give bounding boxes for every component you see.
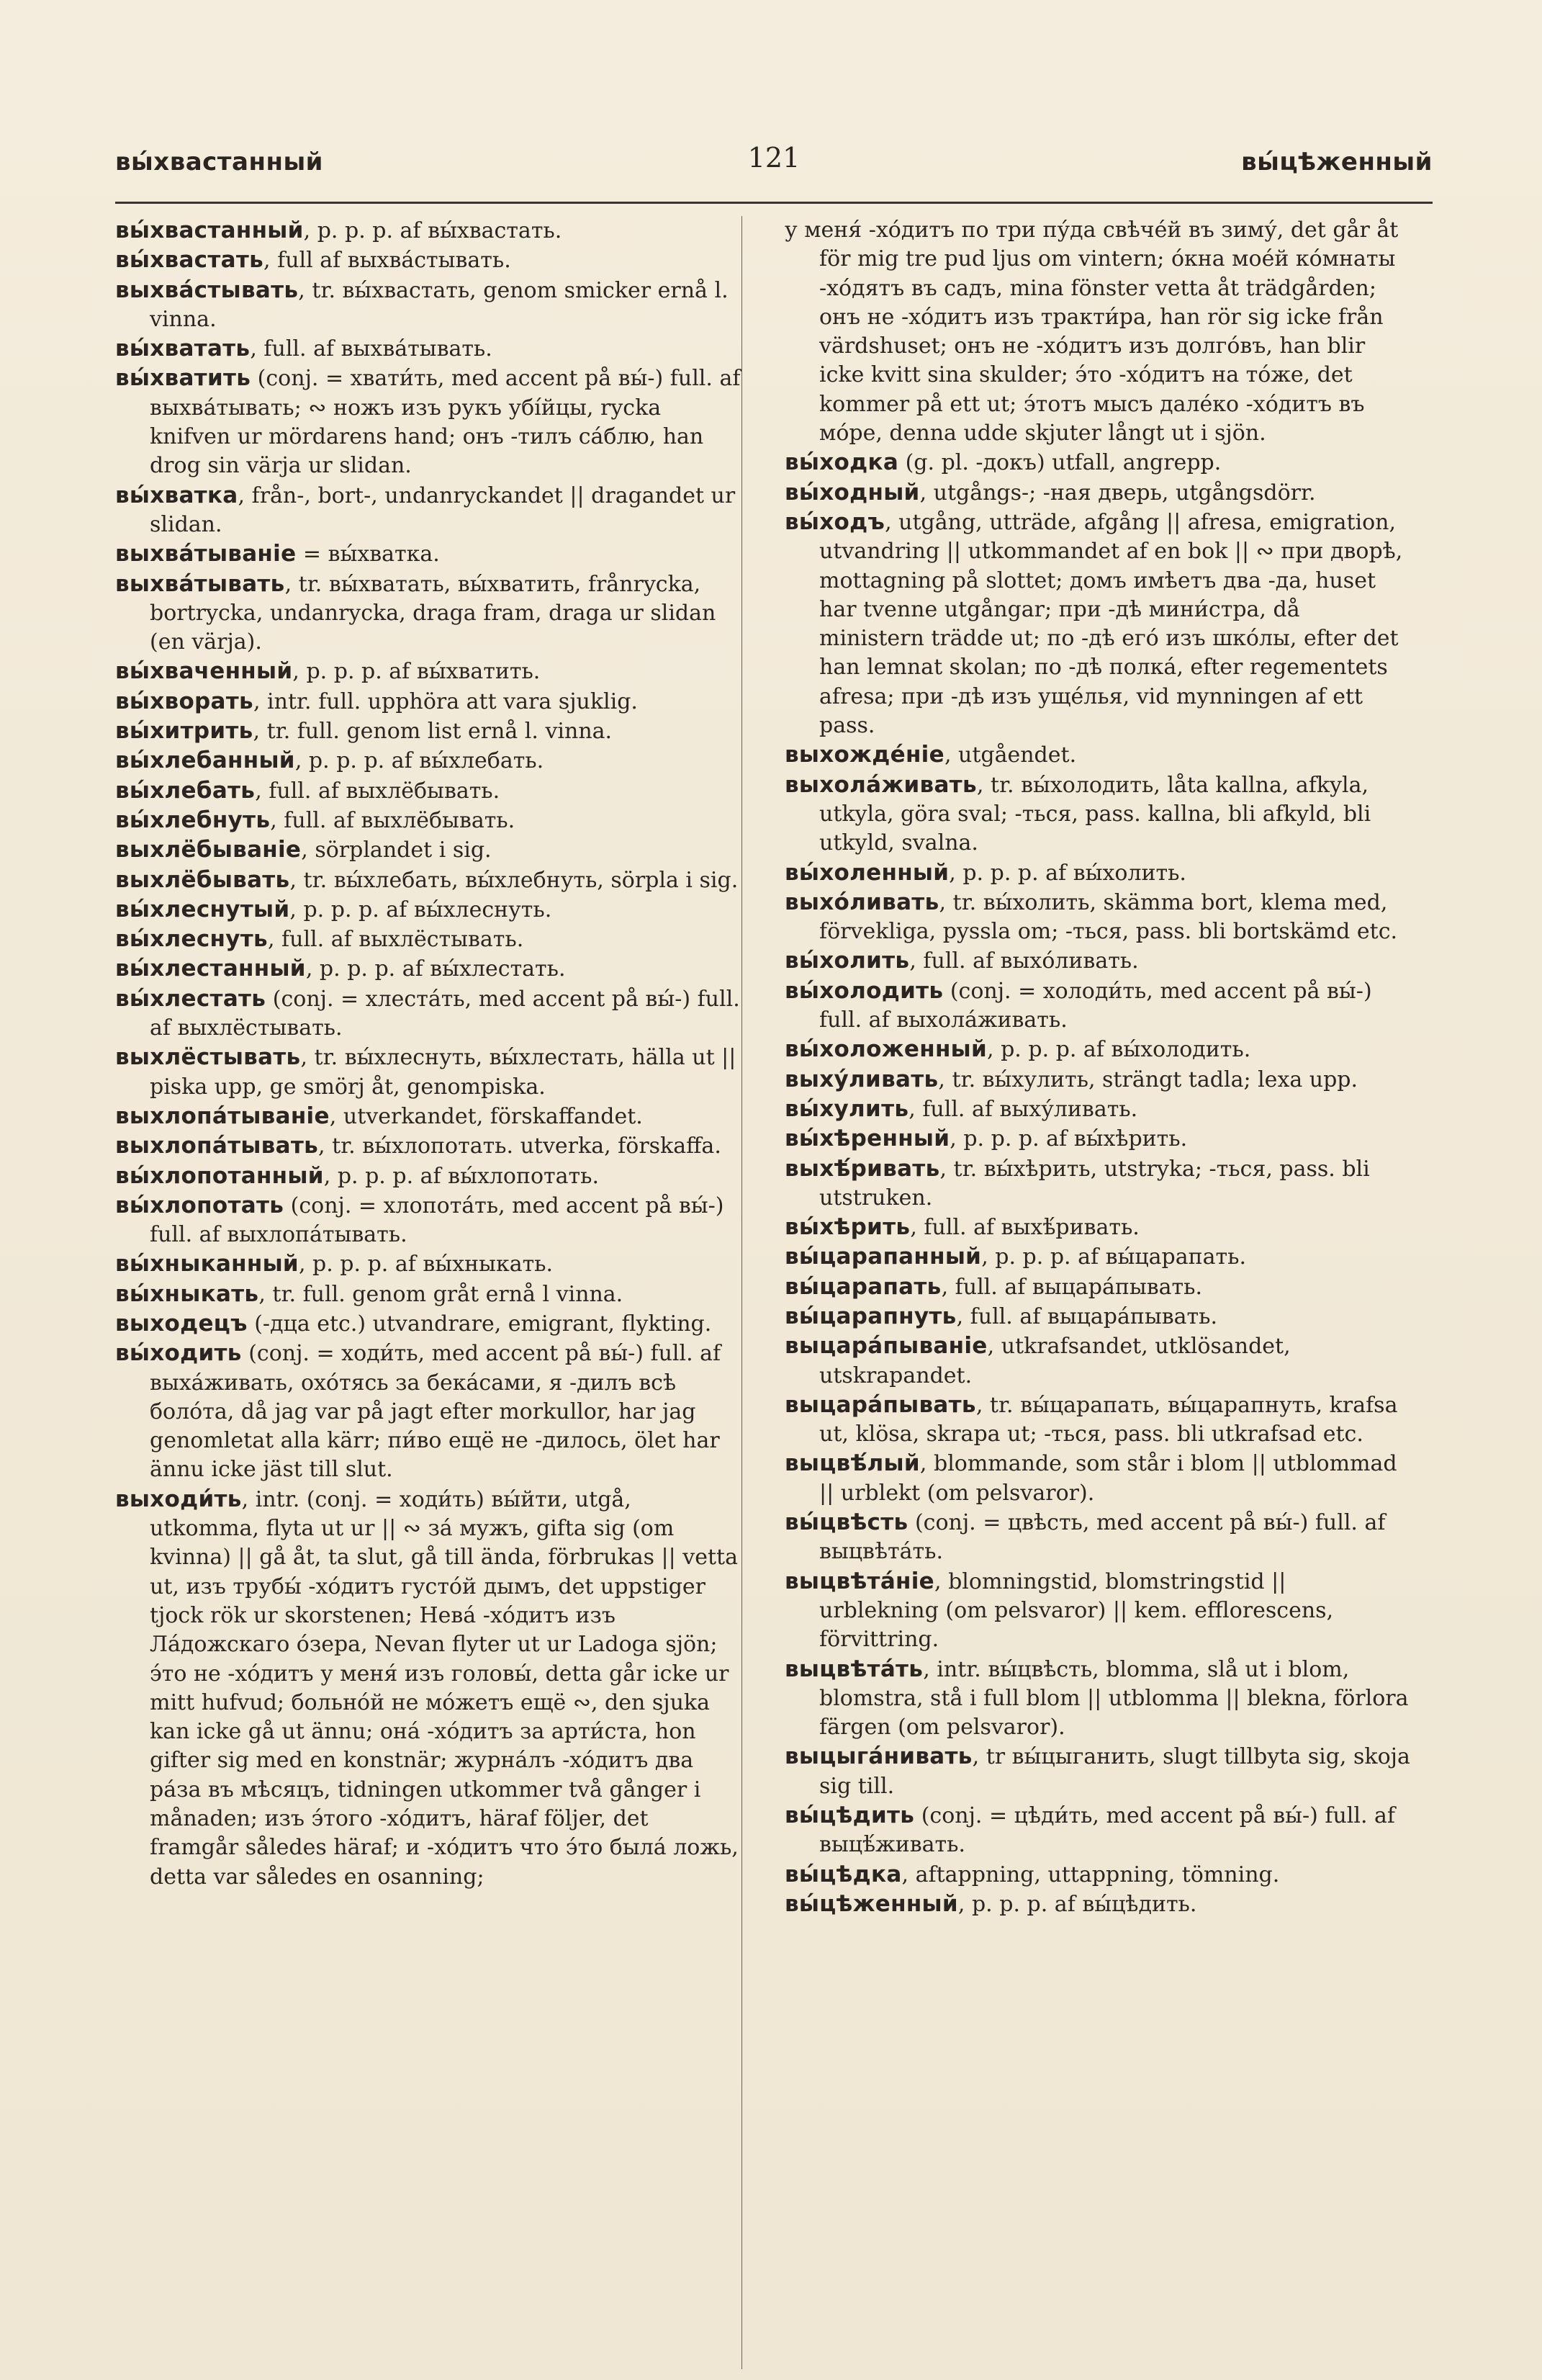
- entry-definition: , p. p. p. af вы́хлестать.: [305, 956, 566, 982]
- dictionary-entry: [115, 895, 741, 925]
- dictionary-entry: [785, 508, 1411, 740]
- dictionary-entry: [115, 246, 741, 275]
- entry-headword: вы́хѣренный: [785, 1126, 950, 1152]
- entry-headword: выхлёстывать: [115, 1044, 301, 1071]
- entry-headword: выцыга́нивать: [785, 1743, 973, 1770]
- entry-headword: выцвѣта́ніе: [785, 1568, 935, 1594]
- entry-definition: , intr. full. upphöra att vara sjuklig.: [253, 688, 638, 714]
- entry-definition: (conj. = хлопота́ть, med accent på вы́-) full. af выхлопа́тывать.: [150, 1193, 724, 1248]
- dictionary-entry: [115, 954, 741, 984]
- entry-definition: , full af выхва́стывать.: [263, 248, 511, 274]
- entry-definition: , p. p. p. af вы́хвастать.: [303, 218, 562, 243]
- dictionary-entry: [785, 1332, 1411, 1391]
- entry-definition: (conj. = хвати́ть, med accent på вы́-) full. af выхва́тывать; ∾ ножъ изъ рукъ убі́йцы, rycka knifven ur mördarens hand; онъ -тилъ са́блю, han drog sin värja ur slidan.: [150, 366, 741, 479]
- dictionary-entry: [785, 771, 1411, 858]
- entry-definition: , full. af выцара́пывать.: [941, 1274, 1203, 1300]
- dictionary-entry: [785, 1242, 1411, 1272]
- entry-definition: , sörplandet i sig.: [301, 838, 492, 863]
- dictionary-entry: [785, 1302, 1411, 1332]
- entry-definition: , p. p. p. af вы́хлебать.: [294, 748, 544, 774]
- dictionary-entry: [115, 539, 741, 569]
- entry-definition: , tr. вы́хѣрить, utstryka; -ться, pass. bli utstruken.: [819, 1156, 1370, 1211]
- dictionary-entry: [115, 481, 741, 540]
- entry-definition: , tr. вы́хватать, вы́хватить, frånrycka, bortrycka, undanrycka, draga fram, draga ur slidan (en värja).: [150, 571, 716, 655]
- dictionary-entry: [115, 570, 741, 657]
- dictionary-entry: [115, 657, 741, 686]
- entry-headword: выхлопа́тывать: [115, 1133, 318, 1159]
- entry-definition: , utgåendet.: [944, 742, 1077, 768]
- entry-definition: , utkrafsandet, utklösandet, utskrapandet.: [819, 1334, 1291, 1388]
- entry-definition: , tr. full. genom list ernå l. vinna.: [253, 719, 613, 745]
- dictionary-entry: [115, 1131, 741, 1161]
- running-header: [115, 142, 1433, 191]
- entry-definition: у меня́ -хо́дитъ по три пу́да свѣче́й въ зиму́, det går åt för mig tre pud ljus om vintern; о́кна моéй ко́мнаты -хо́дятъ въ садъ, mina fönster vetta åt trädgården; онъ не -хо́дитъ изъ тракти́ра, han rör sig icke från värdshuset; онъ не -хо́дитъ изъ долго́въ, han blir icke kvitt sina skulder; э́то -хо́дитъ на то́же, det kommer på ett ut; э́тотъ мысъ дале́ко -хо́дитъ въ мо́ре, denna udde skjuter långt ut i sjön.: [785, 217, 1399, 446]
- entry-definition: , tr. вы́царапать, вы́царапнуть, krafsa ut, klösa, skrapa ut; -ться, pass. bli utkrafsad etc.: [819, 1392, 1398, 1447]
- entry-definition: , full. af выхлёбывать.: [270, 807, 515, 833]
- entry-definition: (conj. = ходи́ть, med accent på вы́-) full. af выха́живать, охо́тясь за бека́сами, я -дилъ всѣ боло́та, då jag var på jagt efter morkullor, har jag genomletat alla kärr; пи́во ещё не -дилось, ölet har ännu icke jäst till slut.: [150, 1341, 721, 1483]
- entry-definition: , p. p. p. af вы́хлеснуть.: [289, 897, 552, 922]
- dictionary-entry: [115, 1162, 741, 1191]
- entry-definition: , tr. вы́хвастать, genom smicker ernå l. vinna.: [150, 277, 729, 332]
- entry-definition: , tr. full. genom gråt ernå l vinna.: [258, 1281, 623, 1307]
- entry-definition: , tr вы́цыганить, slugt tillbyta sig, skoja sig till.: [819, 1744, 1410, 1799]
- entry-definition: , p. p. p. af вы́хныкать.: [298, 1252, 554, 1277]
- entry-headword: вы́хвастать: [115, 247, 264, 274]
- dictionary-entry: [115, 984, 741, 1043]
- entry-definition: (-дца etc.) utvandrare, emigrant, flykting.: [247, 1311, 712, 1337]
- entry-definition: , p. p. p. af вы́холить.: [949, 860, 1186, 886]
- dictionary-entry: [115, 687, 741, 717]
- entry-headword: вы́цѣдка: [785, 1861, 902, 1887]
- entry-headword: вы́хныкать: [115, 1280, 259, 1307]
- entry-headword: вы́цѣженный: [785, 1890, 958, 1917]
- entry-definition: , p. p. p. af вы́хватить.: [292, 659, 541, 685]
- entry-definition: , full. af выцара́пывать.: [956, 1303, 1218, 1329]
- entry-headword: вы́холоженный: [785, 1036, 988, 1063]
- entry-headword: вы́хѣрить: [785, 1214, 911, 1241]
- entry-headword: выцара́пываніе: [785, 1333, 988, 1360]
- entry-headword: выцара́пывать: [785, 1391, 976, 1418]
- entry-headword: вы́хлеснуть: [115, 926, 268, 953]
- dictionary-entry: [785, 946, 1411, 976]
- left-column: [115, 216, 741, 2369]
- dictionary-entry: [785, 216, 1411, 448]
- dictionary-entry: [785, 1801, 1411, 1860]
- entry-headword: вы́хватить: [115, 365, 251, 392]
- entry-definition: , blommande, som står i blom || utblommad || urblekt (om pelsvaror).: [819, 1451, 1397, 1506]
- entry-definition: , intr. (conj. = ходи́ть) вы́йти, utgå, utkomma, flyta ut ur || ∾ за́ мужъ, gifta sig (om kvinna) || gå åt, ta slut, gå till ända, förbrukas || vetta ut, изъ трубы́ -хо́дитъ густо́й дымъ, det uppstiger tjock rök ur skorstenen; Нева́ -хо́дитъ изъ Ла́дожскаго о́зера, Nevan flyter ut ur Ladoga sjön; э́то не -хо́дитъ у меня́ изъ головы́, detta går icke ur mitt hufvud; больно́й не мо́жетъ ещё ∾, den sjuka kan icke gå ut ännu; она́ -хо́дитъ за арти́ста, hon gifter sig med en konstnär; журна́лъ -хо́дитъ два ра́за въ мѣсяцъ, tidningen utkommer två gånger i månaden; изъ э́того -хо́дитъ, häraf följer, det framgår således häraf; и -хо́дитъ что э́то была́ ложь, detta var således en osanning;: [150, 1486, 739, 1890]
- dictionary-entry: [785, 1065, 1411, 1095]
- header-rule: [115, 202, 1433, 204]
- entry-headword: выхѣ́ривать: [785, 1155, 940, 1182]
- entry-headword: вы́хлопотать: [115, 1192, 284, 1218]
- dictionary-entry: [785, 1154, 1411, 1213]
- entry-headword: вы́царапнуть: [785, 1303, 957, 1329]
- entry-definition: , full. af выхва́тывать.: [250, 336, 492, 362]
- dictionary-entry: [115, 1249, 741, 1279]
- dictionary-entry: [115, 806, 741, 835]
- entry-headword: вы́ходъ: [785, 508, 885, 535]
- dictionary-entry: [785, 1391, 1411, 1450]
- dictionary-entry: [115, 1339, 741, 1484]
- dictionary-entry: [115, 835, 741, 865]
- entry-headword: вы́хныканный: [115, 1251, 299, 1277]
- entry-headword: выцвѣ́лый: [785, 1450, 920, 1477]
- entry-headword: вы́хвастанный: [115, 217, 304, 243]
- dictionary-entry: [785, 1508, 1411, 1567]
- dictionary-entry: [115, 1309, 741, 1339]
- entry-headword: выхва́тывать: [115, 570, 285, 597]
- entry-definition: , full. af выхлёбывать.: [255, 778, 500, 804]
- entry-definition: , p. p. p. af вы́холодить.: [987, 1037, 1251, 1063]
- entry-definition: , full. af выхѣ́ривать.: [910, 1215, 1140, 1241]
- entry-headword: выху́ливать: [785, 1066, 939, 1092]
- dictionary-entry: [115, 276, 741, 335]
- entry-definition: , full. af выху́ливать.: [908, 1096, 1138, 1122]
- entry-definition: , full. af выхо́ливать.: [909, 948, 1139, 974]
- entry-headword: вы́хлеснутый: [115, 896, 290, 922]
- dictionary-entry: [115, 866, 741, 895]
- dictionary-entry: [785, 1124, 1411, 1154]
- dictionary-entry: [115, 1043, 741, 1102]
- entry-definition: (conj. = цвѣсть, med accent på вы́-) full. af выцвѣта́ть.: [819, 1510, 1386, 1565]
- page-number: 121: [747, 142, 801, 174]
- entry-definition: , p. p. p. af вы́царапать.: [981, 1244, 1246, 1270]
- entry-definition: , tr. вы́холодить, låta kallna, afkyla, utkyla, göra sval; -ться, pass. kallna, bli afkyld, bli utkyld, svalna.: [819, 772, 1371, 856]
- entry-headword: вы́хлестанный: [115, 956, 306, 982]
- entry-definition: (conj. = холоди́ть, med accent på вы́-) full. af выхола́живать.: [819, 978, 1372, 1033]
- right-column: [785, 216, 1411, 2369]
- column-divider: [741, 216, 742, 2369]
- dictionary-entry: [785, 976, 1411, 1036]
- entry-definition: , full. af выхлёстывать.: [267, 927, 524, 953]
- entry-headword: вы́хлебать: [115, 777, 256, 804]
- dictionary-entry: [785, 740, 1411, 770]
- dictionary-entry: [115, 364, 741, 480]
- entry-definition: , utverkandet, förskaffandet.: [329, 1103, 643, 1129]
- entry-headword: вы́цвѣсть: [785, 1509, 908, 1536]
- dictionary-entry: [115, 334, 741, 364]
- entry-definition: = вы́хватка.: [296, 542, 440, 567]
- dictionary-entry: [785, 1272, 1411, 1302]
- entry-headword: выхола́живать: [785, 771, 977, 798]
- entry-headword: выхожде́ніе: [785, 742, 944, 768]
- entry-headword: вы́хворать: [115, 688, 253, 714]
- entry-definition: , p. p. p. af вы́хлопотать.: [323, 1163, 599, 1189]
- dictionary-entry: [785, 1095, 1411, 1124]
- entry-definition: , p. p. p. af вы́цѣдить.: [957, 1891, 1197, 1917]
- entry-headword: вы́ходка: [785, 449, 899, 476]
- dictionary-entry: [785, 1449, 1411, 1508]
- entry-headword: вы́царапанный: [785, 1244, 982, 1270]
- dictionary-entry: [115, 1102, 741, 1131]
- entry-definition: , tr. вы́хулить, strängt tadla; lexa upp.: [938, 1066, 1358, 1092]
- entry-headword: выходи́ть: [115, 1486, 242, 1512]
- dictionary-entry: [115, 717, 741, 746]
- entry-definition: , tr. вы́хлопотать. utverka, förskaffa.: [318, 1133, 721, 1159]
- entry-headword: вы́хулить: [785, 1095, 909, 1122]
- dictionary-entry: [785, 858, 1411, 888]
- entry-definition: , tr. вы́хлебать, вы́хлебнуть, sörpla i sig.: [289, 867, 739, 893]
- header-right-word: вы́цѣженный: [1241, 148, 1433, 176]
- entry-definition: , från-, bort-, undanryckandet || dragandet ur slidan.: [150, 482, 736, 537]
- dictionary-entry: [785, 1655, 1411, 1743]
- entry-headword: выходецъ: [115, 1310, 248, 1337]
- entry-headword: вы́холенный: [785, 859, 950, 886]
- entry-definition: , utgång, utträde, afgång || afresa, emigration, utvandring || utkommandet af en bok || ∾ при дворѣ, mottagning på slottet; домъ имѣетъ два -да, huset har tvenne utgångar; при -дѣ мини́стра, då ministern trädde ut; по -дѣ его́ изъ шко́лы, efter det han lemnat skolan; по -дѣ полка́, efter regementets afresa; при -дѣ изъ уще́лья, vid mynningen af ett pass.: [819, 509, 1403, 739]
- entry-headword: вы́ходить: [115, 1340, 242, 1367]
- entry-definition: (conj. = цѣди́ть, med accent på вы́-) full. af выцѣ́живать.: [819, 1803, 1396, 1858]
- dictionary-entry: [115, 1485, 741, 1892]
- entry-headword: вы́хитрить: [115, 718, 253, 745]
- entry-headword: вы́холодить: [785, 977, 944, 1004]
- entry-headword: выхлопа́тываніе: [115, 1103, 330, 1129]
- entry-headword: вы́хлестать: [115, 985, 266, 1012]
- dictionary-entry: [785, 1890, 1411, 1919]
- entry-headword: вы́хваченный: [115, 658, 293, 685]
- dictionary-entry: [115, 776, 741, 806]
- dictionary-entry: [785, 888, 1411, 947]
- entry-headword: вы́ходный: [785, 479, 920, 506]
- entry-definition: , p. p. p. af вы́хѣрить.: [950, 1126, 1188, 1152]
- entry-definition: , utgångs-; -ная дверь, utgångsdörr.: [919, 480, 1316, 506]
- dictionary-entry: [115, 216, 741, 246]
- dictionary-entry: [115, 1280, 741, 1309]
- entry-headword: вы́хватать: [115, 336, 251, 362]
- entry-headword: выхлёбывать: [115, 866, 290, 893]
- entry-headword: вы́холить: [785, 948, 910, 974]
- dictionary-entry: [785, 448, 1411, 477]
- entry-definition: (g. pl. -докъ) utfall, angrepp.: [898, 450, 1222, 476]
- entry-headword: вы́цѣдить: [785, 1802, 915, 1829]
- entry-definition: , tr. вы́холить, skämma bort, klema med, förvekliga, pyssla om; -ться, pass. bli bortskämd etc.: [819, 889, 1398, 945]
- dictionary-entry: [785, 1567, 1411, 1655]
- entry-definition: , intr. вы́цвѣсть, blomma, slå ut i blom, blomstra, stå i full blom || utblomma || blekna, förlora färgen (om pelsvaror).: [819, 1656, 1409, 1741]
- header-left-word: вы́хвастанный: [115, 148, 324, 176]
- entry-headword: выцвѣта́ть: [785, 1656, 924, 1682]
- entry-definition: , tr. вы́хлеснуть, вы́хлестать, hälla ut || piska upp, ge smörj åt, genompiska.: [150, 1045, 736, 1100]
- dictionary-entry: [785, 478, 1411, 508]
- entry-headword: выхва́тываніе: [115, 541, 297, 567]
- dictionary-entry: [785, 1035, 1411, 1064]
- entry-headword: вы́хлебанный: [115, 747, 295, 774]
- entry-headword: выхва́стывать: [115, 277, 299, 303]
- dictionary-entry: [115, 925, 741, 954]
- entry-headword: выхлёбываніе: [115, 837, 302, 863]
- entry-definition: , aftappning, uttappning, tömning.: [901, 1862, 1280, 1887]
- entry-headword: выхо́ливать: [785, 889, 939, 915]
- dictionary-entry: [785, 1742, 1411, 1801]
- entry-definition: , blomningstid, blomstringstid || urblekning (om pelsvaror) || kem. efflorescens, förvittring.: [819, 1568, 1334, 1653]
- dictionary-entry: [115, 746, 741, 776]
- entry-headword: вы́хлопотанный: [115, 1162, 324, 1189]
- entry-headword: вы́царапать: [785, 1273, 942, 1300]
- entry-headword: вы́хватка: [115, 482, 238, 508]
- entry-headword: вы́хлебнуть: [115, 807, 271, 833]
- dictionary-entry: [785, 1860, 1411, 1890]
- dictionary-entry: [115, 1191, 741, 1250]
- dictionary-entry: [785, 1213, 1411, 1242]
- entry-definition: (conj. = хлеста́ть, med accent på вы́-) full. af выхлёстывать.: [150, 986, 740, 1041]
